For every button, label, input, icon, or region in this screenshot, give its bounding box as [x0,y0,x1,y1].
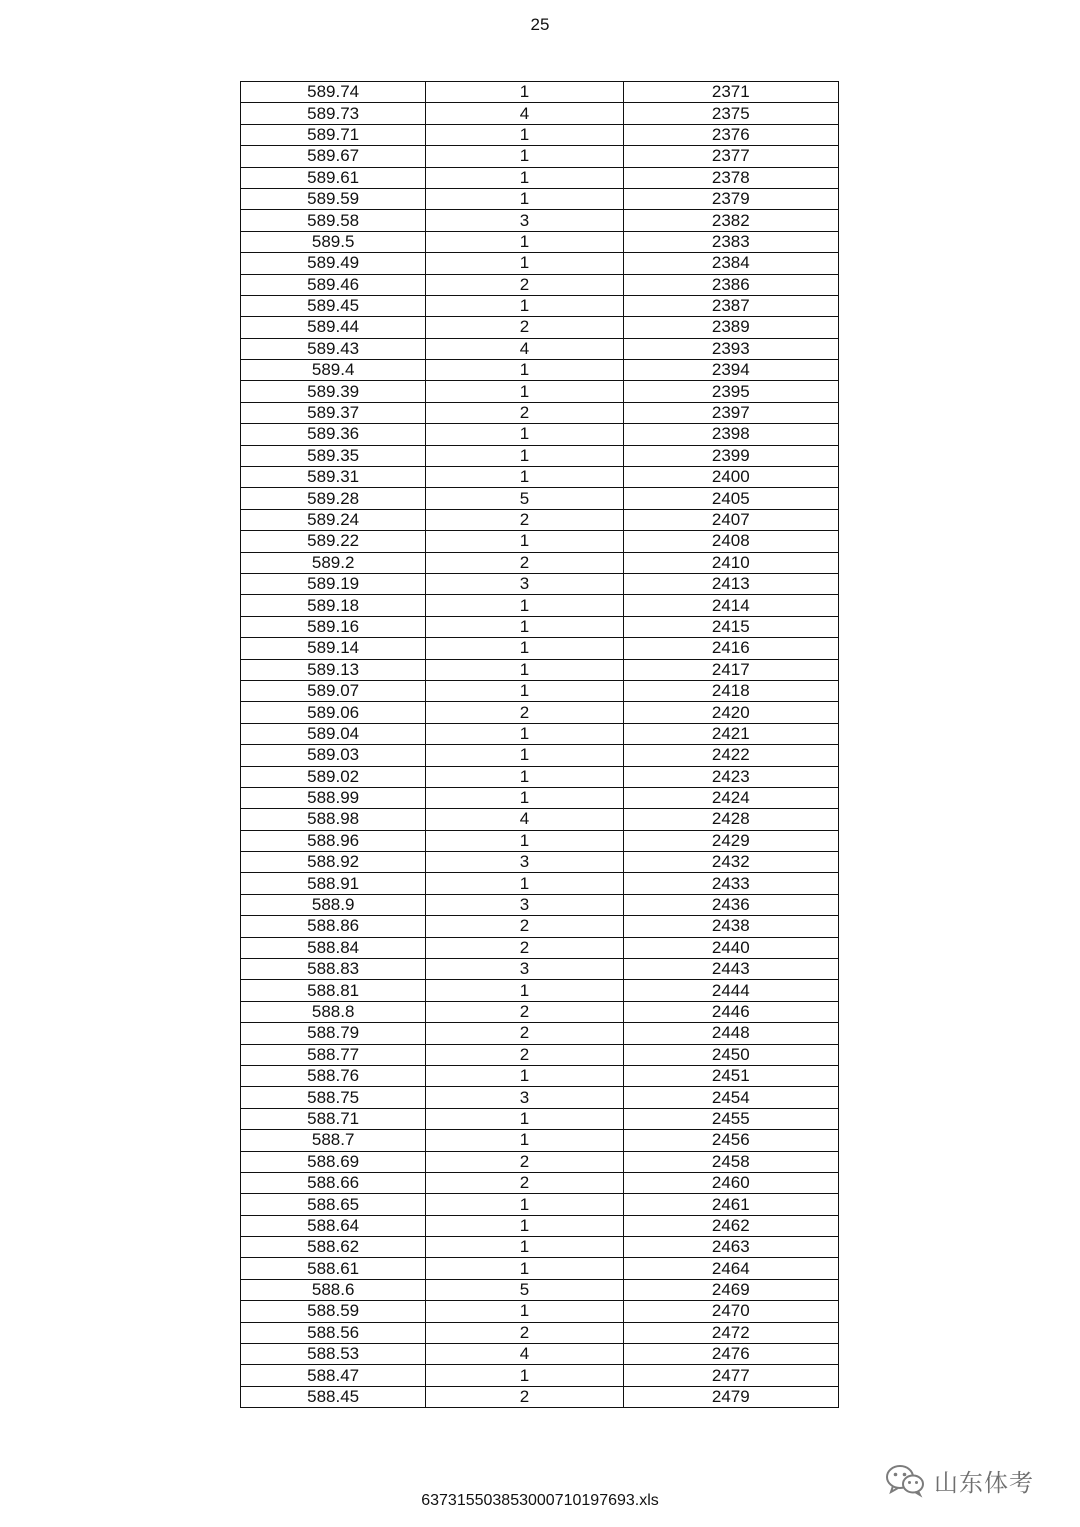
score-cell: 589.37 [241,402,426,423]
rank-cell: 2416 [623,638,838,659]
rank-cell: 2386 [623,274,838,295]
rank-cell: 2382 [623,210,838,231]
score-table [240,81,839,1408]
rank-cell: 2377 [623,146,838,167]
rank-cell: 2460 [623,1172,838,1193]
score-cell: 588.96 [241,830,426,851]
count-cell: 2 [426,1386,623,1407]
table-row [241,445,839,466]
score-cell: 589.59 [241,188,426,209]
table-row [241,188,839,209]
rank-cell: 2417 [623,659,838,680]
rank-cell: 2451 [623,1065,838,1086]
count-cell: 1 [426,1258,623,1279]
rank-cell: 2394 [623,360,838,381]
table-row [241,509,839,530]
count-cell: 3 [426,1087,623,1108]
count-cell: 1 [426,873,623,894]
table-row [241,723,839,744]
table-row [241,787,839,808]
rank-cell: 2418 [623,680,838,701]
table-row [241,124,839,145]
score-cell: 589.71 [241,124,426,145]
count-cell: 3 [426,852,623,873]
rank-cell: 2470 [623,1301,838,1322]
table-row [241,402,839,423]
table-row [241,295,839,316]
score-cell: 588.64 [241,1215,426,1236]
table-row [241,274,839,295]
rank-cell: 2397 [623,402,838,423]
watermark-text: 山东体考 [934,1469,1034,1497]
count-cell: 1 [426,595,623,616]
rank-cell: 2384 [623,253,838,274]
score-cell: 588.75 [241,1087,426,1108]
rank-cell: 2455 [623,1108,838,1129]
rank-cell: 2428 [623,809,838,830]
score-cell: 588.6 [241,1279,426,1300]
count-cell: 1 [426,1215,623,1236]
table-row [241,231,839,252]
table-row [241,616,839,637]
count-cell: 1 [426,124,623,145]
table-row [241,424,839,445]
table-row [241,745,839,766]
score-cell: 588.86 [241,916,426,937]
count-cell: 1 [426,1130,623,1151]
table-row [241,360,839,381]
count-cell: 2 [426,402,623,423]
rank-cell: 2371 [623,82,838,103]
score-cell: 589.58 [241,210,426,231]
table-row [241,894,839,915]
table-row [241,680,839,701]
count-cell: 1 [426,680,623,701]
score-cell: 589.49 [241,253,426,274]
rank-cell: 2444 [623,980,838,1001]
score-cell: 589.31 [241,467,426,488]
count-cell: 1 [426,167,623,188]
table-row [241,573,839,594]
rank-cell: 2472 [623,1322,838,1343]
count-cell: 1 [426,146,623,167]
table-row [241,467,839,488]
rank-cell: 2456 [623,1130,838,1151]
rank-cell: 2393 [623,338,838,359]
score-cell: 589.24 [241,509,426,530]
score-cell: 589.36 [241,424,426,445]
table-row [241,1301,839,1322]
table-row [241,830,839,851]
count-cell: 1 [426,1194,623,1215]
table-row [241,1215,839,1236]
table-body [241,82,839,1408]
count-cell: 1 [426,1301,623,1322]
score-cell: 589.16 [241,616,426,637]
count-cell: 1 [426,1108,623,1129]
score-cell: 589.74 [241,82,426,103]
score-cell: 588.98 [241,809,426,830]
table-row [241,146,839,167]
count-cell: 2 [426,1172,623,1193]
count-cell: 1 [426,830,623,851]
count-cell: 4 [426,1344,623,1365]
table-row [241,1001,839,1022]
table-row [241,210,839,231]
score-cell: 589.5 [241,231,426,252]
score-cell: 588.7 [241,1130,426,1151]
rank-cell: 2443 [623,959,838,980]
score-cell: 588.65 [241,1194,426,1215]
score-cell: 588.47 [241,1365,426,1386]
score-cell: 589.61 [241,167,426,188]
table-row [241,552,839,573]
table-row [241,1322,839,1343]
score-cell: 588.59 [241,1301,426,1322]
rank-cell: 2479 [623,1386,838,1407]
score-cell: 588.56 [241,1322,426,1343]
count-cell: 2 [426,1023,623,1044]
table-row [241,1151,839,1172]
rank-cell: 2436 [623,894,838,915]
score-cell: 589.22 [241,531,426,552]
score-cell: 589.13 [241,659,426,680]
rank-cell: 2422 [623,745,838,766]
table-row [241,959,839,980]
score-cell: 589.2 [241,552,426,573]
count-cell: 4 [426,338,623,359]
rank-cell: 2383 [623,231,838,252]
count-cell: 2 [426,702,623,723]
rank-cell: 2448 [623,1023,838,1044]
score-cell: 588.61 [241,1258,426,1279]
count-cell: 2 [426,509,623,530]
rank-cell: 2454 [623,1087,838,1108]
table-row [241,381,839,402]
rank-cell: 2410 [623,552,838,573]
table-row [241,1194,839,1215]
count-cell: 1 [426,1065,623,1086]
score-cell: 589.4 [241,360,426,381]
count-cell: 1 [426,381,623,402]
count-cell: 1 [426,980,623,1001]
watermark [884,1460,1034,1500]
score-cell: 588.76 [241,1065,426,1086]
score-cell: 589.67 [241,146,426,167]
score-cell: 589.07 [241,680,426,701]
rank-cell: 2446 [623,1001,838,1022]
score-cell: 589.28 [241,488,426,509]
count-cell: 2 [426,317,623,338]
count-cell: 1 [426,1365,623,1386]
rank-cell: 2421 [623,723,838,744]
rank-cell: 2415 [623,616,838,637]
rank-cell: 2429 [623,830,838,851]
score-cell: 588.81 [241,980,426,1001]
table-row [241,873,839,894]
table-row [241,1386,839,1407]
count-cell: 1 [426,659,623,680]
table-row [241,1237,839,1258]
rank-cell: 2389 [623,317,838,338]
table-row [241,317,839,338]
table-row [241,702,839,723]
table-row [241,531,839,552]
count-cell: 2 [426,937,623,958]
rank-cell: 2463 [623,1237,838,1258]
rank-cell: 2464 [623,1258,838,1279]
table-row [241,1108,839,1129]
page-number: 25 [530,15,550,34]
count-cell: 2 [426,916,623,937]
score-cell: 588.62 [241,1237,426,1258]
rank-cell: 2461 [623,1194,838,1215]
score-cell: 589.04 [241,723,426,744]
rank-cell: 2399 [623,445,838,466]
count-cell: 1 [426,360,623,381]
rank-cell: 2376 [623,124,838,145]
rank-cell: 2450 [623,1044,838,1065]
count-cell: 3 [426,894,623,915]
score-cell: 588.92 [241,852,426,873]
count-cell: 2 [426,1044,623,1065]
score-cell: 588.8 [241,1001,426,1022]
table-row [241,338,839,359]
count-cell: 2 [426,552,623,573]
score-cell: 589.19 [241,573,426,594]
score-cell: 588.45 [241,1386,426,1407]
table-row [241,809,839,830]
score-cell: 588.77 [241,1044,426,1065]
count-cell: 2 [426,1001,623,1022]
rank-cell: 2477 [623,1365,838,1386]
rank-cell: 2433 [623,873,838,894]
score-cell: 588.66 [241,1172,426,1193]
score-cell: 588.79 [241,1023,426,1044]
table-row [241,1023,839,1044]
count-cell: 4 [426,103,623,124]
table-row [241,253,839,274]
rank-cell: 2395 [623,381,838,402]
count-cell: 2 [426,1151,623,1172]
score-cell: 589.44 [241,317,426,338]
count-cell: 1 [426,188,623,209]
count-cell: 5 [426,488,623,509]
rank-cell: 2378 [623,167,838,188]
rank-cell: 2400 [623,467,838,488]
count-cell: 3 [426,959,623,980]
table-row [241,1172,839,1193]
count-cell: 1 [426,295,623,316]
score-cell: 588.91 [241,873,426,894]
rank-cell: 2375 [623,103,838,124]
count-cell: 2 [426,274,623,295]
table-row [241,595,839,616]
score-cell: 589.02 [241,766,426,787]
count-cell: 3 [426,573,623,594]
count-cell: 1 [426,253,623,274]
rank-cell: 2405 [623,488,838,509]
table-row [241,1044,839,1065]
rank-cell: 2424 [623,787,838,808]
rank-cell: 2423 [623,766,838,787]
rank-cell: 2413 [623,573,838,594]
score-cell: 588.84 [241,937,426,958]
table-row [241,167,839,188]
score-cell: 589.18 [241,595,426,616]
table-row [241,1065,839,1086]
table-row [241,980,839,1001]
rank-cell: 2414 [623,595,838,616]
rank-cell: 2408 [623,531,838,552]
table-row [241,659,839,680]
rank-cell: 2438 [623,916,838,937]
table-row [241,937,839,958]
count-cell: 1 [426,445,623,466]
count-cell: 1 [426,766,623,787]
count-cell: 1 [426,231,623,252]
table-row [241,488,839,509]
count-cell: 1 [426,616,623,637]
count-cell: 1 [426,638,623,659]
score-cell: 588.53 [241,1344,426,1365]
table-row [241,638,839,659]
count-cell: 1 [426,424,623,445]
score-cell: 589.03 [241,745,426,766]
table-row [241,82,839,103]
table-row [241,1258,839,1279]
table-row [241,1087,839,1108]
count-cell: 1 [426,82,623,103]
rank-cell: 2440 [623,937,838,958]
table-row [241,1130,839,1151]
score-cell: 588.9 [241,894,426,915]
score-cell: 588.83 [241,959,426,980]
count-cell: 1 [426,723,623,744]
rank-cell: 2458 [623,1151,838,1172]
table-row [241,1344,839,1365]
score-cell: 588.99 [241,787,426,808]
score-cell: 589.45 [241,295,426,316]
table-row [241,852,839,873]
table-row [241,766,839,787]
rank-cell: 2476 [623,1344,838,1365]
count-cell: 3 [426,210,623,231]
table-row [241,1365,839,1386]
score-cell: 589.39 [241,381,426,402]
score-cell: 589.46 [241,274,426,295]
score-cell: 589.43 [241,338,426,359]
count-cell: 1 [426,467,623,488]
footer-filename: 637315503853000710197693.xls [421,1492,659,1509]
rank-cell: 2462 [623,1215,838,1236]
wechat-icon [884,1462,926,1498]
rank-cell: 2407 [623,509,838,530]
count-cell: 1 [426,1237,623,1258]
score-cell: 589.35 [241,445,426,466]
rank-cell: 2420 [623,702,838,723]
count-cell: 1 [426,787,623,808]
score-cell: 588.71 [241,1108,426,1129]
count-cell: 1 [426,531,623,552]
score-cell: 589.06 [241,702,426,723]
count-cell: 1 [426,745,623,766]
table-row [241,916,839,937]
rank-cell: 2432 [623,852,838,873]
score-cell: 589.73 [241,103,426,124]
rank-cell: 2469 [623,1279,838,1300]
score-cell: 589.14 [241,638,426,659]
rank-cell: 2398 [623,424,838,445]
rank-cell: 2379 [623,188,838,209]
count-cell: 4 [426,809,623,830]
table-row [241,103,839,124]
count-cell: 5 [426,1279,623,1300]
count-cell: 2 [426,1322,623,1343]
score-cell: 588.69 [241,1151,426,1172]
rank-cell: 2387 [623,295,838,316]
table-row [241,1279,839,1300]
